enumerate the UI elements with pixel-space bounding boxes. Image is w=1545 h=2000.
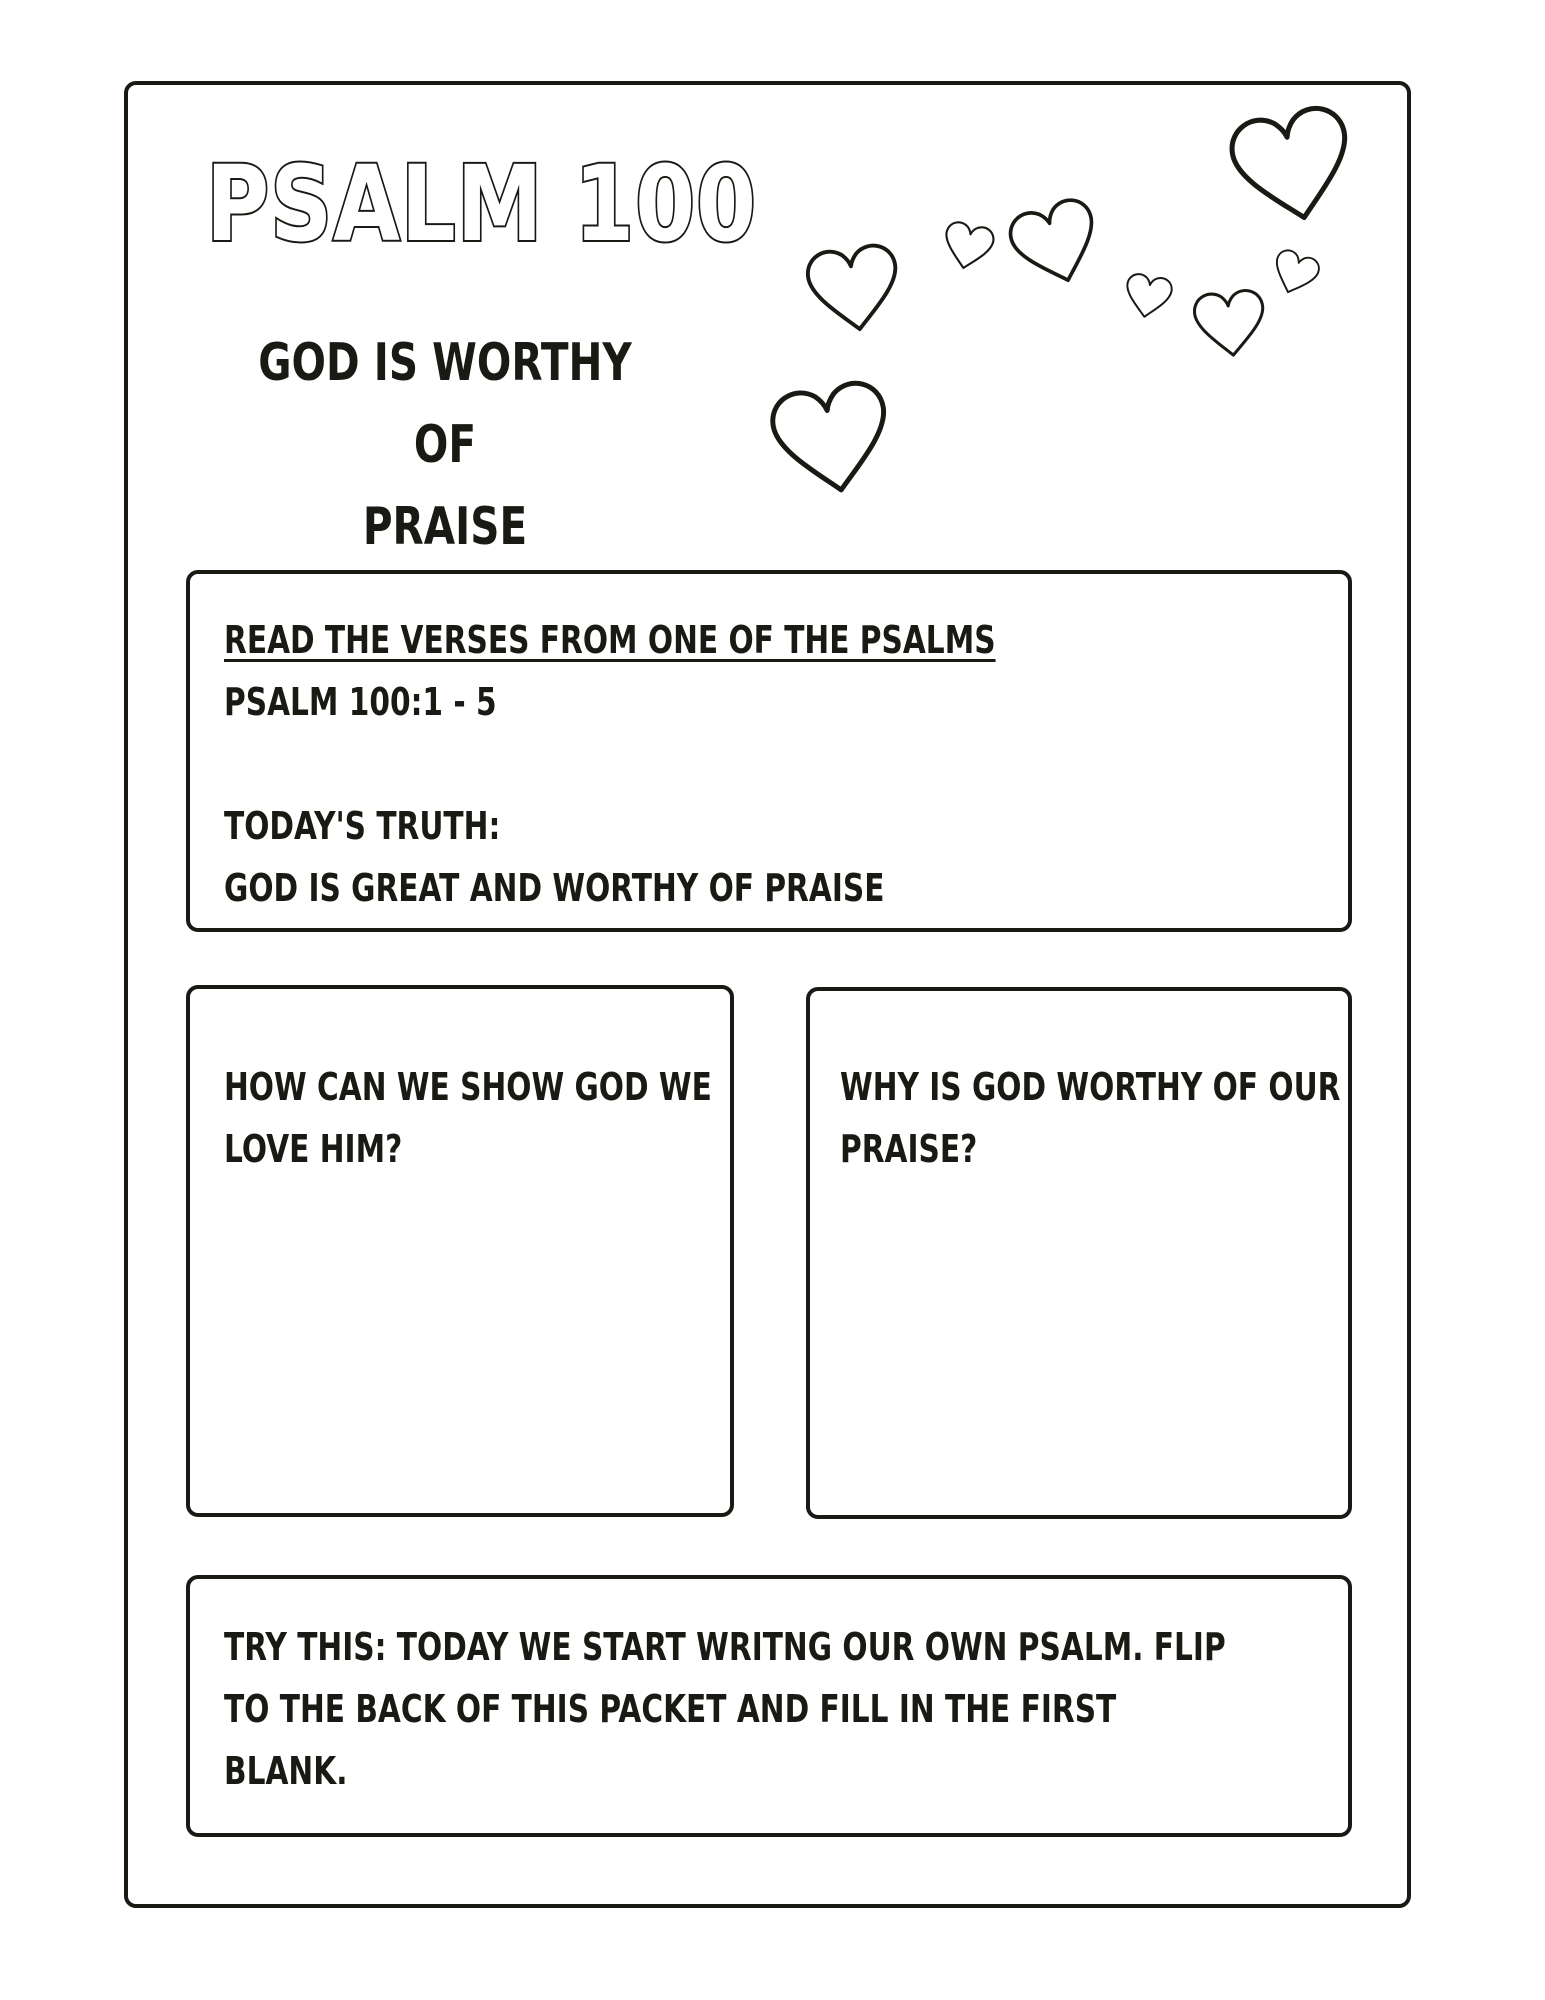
read-heading: READ THE VERSES FROM ONE OF THE PSALMS [224, 618, 996, 662]
question-left-line-1: HOW CAN WE SHOW GOD WE [224, 1065, 712, 1109]
heart-icon [940, 220, 996, 273]
hearts-decoration [770, 105, 1370, 505]
heart-icon [805, 243, 903, 335]
heart-icon [770, 379, 896, 500]
heart-icon [1122, 272, 1173, 320]
try-this-line-3: BLANK. [224, 1749, 348, 1793]
subtitle-line-1: GOD IS WORTHY OF [258, 333, 632, 475]
heart-icon [1268, 247, 1322, 299]
subtitle-line-2: PRAISE [362, 497, 528, 557]
heart-icon [1193, 289, 1268, 359]
truth-text: GOD IS GREAT AND WORTHY OF PRAISE [224, 866, 885, 910]
question-left-line-2: LOVE HIM? [224, 1127, 403, 1171]
try-this-line-1: TRY THIS: TODAY WE START WRITNG OUR OWN PSALM. FLIP [224, 1625, 1226, 1669]
try-this-line-2: TO THE BACK OF THIS PACKET AND FILL IN THE FIRST [224, 1687, 1117, 1731]
heart-icon [1227, 105, 1360, 229]
truth-label: TODAY'S TRUTH: [224, 804, 501, 848]
question-right-line-2: PRAISE? [840, 1127, 978, 1171]
page-subtitle [254, 322, 636, 568]
page-title: PSALM 100 [206, 143, 757, 265]
verse-reference: PSALM 100:1 - 5 [224, 680, 497, 724]
heart-icon [1005, 195, 1107, 293]
question-right-line-1: WHY IS GOD WORTHY OF OUR [840, 1065, 1341, 1109]
